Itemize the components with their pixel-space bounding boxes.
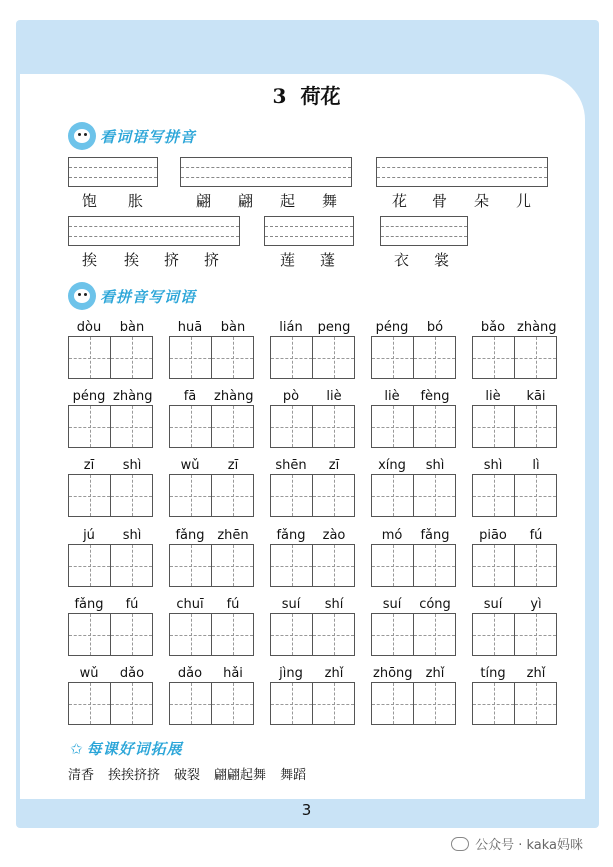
word-character: 裳 bbox=[434, 251, 450, 269]
pinyin-label: zhǐ bbox=[526, 666, 546, 681]
good-word: 舞蹈 bbox=[280, 768, 307, 783]
pinyin-label: bàn bbox=[119, 320, 145, 335]
word-character: 挨 bbox=[82, 251, 98, 269]
pinyin-label: shì bbox=[483, 458, 503, 473]
star-icon: ✩ bbox=[70, 739, 83, 758]
good-words-list bbox=[68, 764, 320, 783]
word-character: 起 bbox=[280, 192, 296, 210]
pinyin-label: huā bbox=[177, 320, 203, 335]
character-grid-cell[interactable] bbox=[514, 682, 557, 725]
pinyin-label: fǎng bbox=[74, 597, 104, 612]
section-title: 看拼音写词语 bbox=[100, 287, 197, 306]
pinyin-answer-box[interactable] bbox=[180, 157, 352, 187]
word-character: 挤 bbox=[164, 251, 180, 269]
pinyin-label: fǎng bbox=[175, 528, 205, 543]
pinyin-label: bó bbox=[426, 320, 444, 335]
watermark-text: 公众号 · kaka妈咪 bbox=[475, 838, 583, 853]
character-grid-cell[interactable] bbox=[514, 405, 557, 448]
pinyin-label: shì bbox=[122, 458, 142, 473]
character-grid-cell[interactable] bbox=[68, 682, 111, 725]
pinyin-label: bǎo bbox=[480, 320, 506, 335]
character-grid-cell[interactable] bbox=[169, 682, 212, 725]
character-grid-cell[interactable] bbox=[270, 405, 313, 448]
word-character: 挤 bbox=[204, 251, 220, 269]
character-grid-cell[interactable] bbox=[110, 682, 153, 725]
pinyin-label: suí bbox=[382, 597, 402, 612]
pinyin-label: lì bbox=[532, 458, 540, 473]
watermark bbox=[451, 834, 583, 853]
character-grid-cell[interactable] bbox=[413, 474, 456, 517]
pinyin-answer-box[interactable] bbox=[68, 216, 240, 246]
pinyin-label: zhǐ bbox=[425, 666, 445, 681]
pinyin-label: chuī bbox=[176, 597, 204, 612]
page-title bbox=[0, 80, 613, 109]
pinyin-label: liè bbox=[384, 389, 400, 404]
pinyin-answer-box[interactable] bbox=[68, 157, 158, 187]
pinyin-label: zhàng bbox=[113, 389, 153, 404]
pinyin-label: zhǐ bbox=[324, 666, 344, 681]
pinyin-label: hǎi bbox=[223, 666, 243, 681]
word-character: 骨 bbox=[432, 192, 448, 210]
word-character: 衣 bbox=[394, 251, 410, 269]
character-grid-cell[interactable] bbox=[211, 336, 254, 379]
character-grid-cell[interactable] bbox=[270, 474, 313, 517]
pinyin-label: jìng bbox=[279, 666, 303, 681]
pinyin-label: zī bbox=[328, 458, 340, 473]
wechat-icon bbox=[451, 837, 469, 851]
pinyin-label: zhàng bbox=[517, 320, 557, 335]
pinyin-label: shēn bbox=[275, 458, 307, 473]
pinyin-label: liè bbox=[485, 389, 501, 404]
pinyin-label: fú bbox=[529, 528, 543, 543]
pinyin-label: pò bbox=[282, 389, 300, 404]
character-grid-cell[interactable] bbox=[472, 682, 515, 725]
character-grid-cell[interactable] bbox=[211, 613, 254, 656]
pinyin-label: dǎo bbox=[177, 666, 203, 681]
character-grid-cell[interactable] bbox=[312, 336, 355, 379]
character-grid-cell[interactable] bbox=[110, 544, 153, 587]
character-grid-cell[interactable] bbox=[270, 613, 313, 656]
character-grid-cell[interactable] bbox=[312, 682, 355, 725]
character-grid-cell[interactable] bbox=[371, 613, 414, 656]
pinyin-label: shì bbox=[122, 528, 142, 543]
pinyin-answer-box[interactable] bbox=[264, 216, 354, 246]
character-grid-cell[interactable] bbox=[514, 474, 557, 517]
character-grid-cell[interactable] bbox=[472, 405, 515, 448]
character-grid-cell[interactable] bbox=[68, 544, 111, 587]
section-title: 每课好词拓展 bbox=[86, 740, 183, 758]
pinyin-label: péng bbox=[375, 320, 409, 335]
character-grid-cell[interactable] bbox=[514, 336, 557, 379]
character-grid-cell[interactable] bbox=[68, 613, 111, 656]
word-character: 挨 bbox=[124, 251, 140, 269]
character-grid-cell[interactable] bbox=[472, 336, 515, 379]
character-grid-cell[interactable] bbox=[68, 474, 111, 517]
character-grid-cell[interactable] bbox=[371, 682, 414, 725]
character-grid-cell[interactable] bbox=[371, 474, 414, 517]
pinyin-label: fā bbox=[183, 389, 197, 404]
character-grid-cell[interactable] bbox=[270, 336, 313, 379]
pinyin-label: zī bbox=[227, 458, 239, 473]
pinyin-label: zhēn bbox=[217, 528, 249, 543]
pinyin-label: xíng bbox=[378, 458, 406, 473]
pinyin-label: kāi bbox=[526, 389, 546, 404]
pinyin-label: liè bbox=[326, 389, 342, 404]
pinyin-label: péng bbox=[72, 389, 106, 404]
character-grid-cell[interactable] bbox=[68, 336, 111, 379]
page-number: 3 bbox=[301, 801, 312, 819]
character-grid-cell[interactable] bbox=[371, 544, 414, 587]
pinyin-label: zhàng bbox=[214, 389, 254, 404]
pinyin-label: shí bbox=[324, 597, 344, 612]
pinyin-label: dòu bbox=[76, 320, 102, 335]
character-grid-cell[interactable] bbox=[110, 336, 153, 379]
character-grid-cell[interactable] bbox=[169, 336, 212, 379]
character-grid-cell[interactable] bbox=[68, 405, 111, 448]
character-grid-cell[interactable] bbox=[514, 613, 557, 656]
character-grid-cell[interactable] bbox=[371, 405, 414, 448]
pinyin-label: fèng bbox=[420, 389, 450, 404]
pinyin-label: zhōng bbox=[373, 666, 413, 681]
word-character: 朵 bbox=[474, 192, 490, 210]
word-character: 蓬 bbox=[320, 251, 336, 269]
word-character: 莲 bbox=[280, 251, 296, 269]
character-grid-cell[interactable] bbox=[211, 474, 254, 517]
pinyin-label: dǎo bbox=[119, 666, 145, 681]
word-character: 饱 bbox=[82, 192, 98, 210]
pinyin-answer-box[interactable] bbox=[380, 216, 468, 246]
character-grid-cell[interactable] bbox=[413, 613, 456, 656]
character-grid-cell[interactable] bbox=[270, 682, 313, 725]
character-grid-cell[interactable] bbox=[169, 474, 212, 517]
pinyin-label: zào bbox=[322, 528, 346, 543]
good-word: 挨挨挤挤 bbox=[108, 768, 161, 783]
lesson-number: 3 bbox=[272, 84, 287, 108]
lesson-title: 荷花 bbox=[300, 84, 341, 108]
panda-mascot-icon bbox=[68, 282, 96, 310]
character-grid-cell[interactable] bbox=[413, 405, 456, 448]
word-character: 舞 bbox=[322, 192, 338, 210]
character-grid-cell[interactable] bbox=[413, 336, 456, 379]
character-grid-cell[interactable] bbox=[472, 474, 515, 517]
pinyin-label: zī bbox=[83, 458, 95, 473]
character-grid-cell[interactable] bbox=[211, 682, 254, 725]
pinyin-label: mó bbox=[381, 528, 403, 543]
pinyin-label: cóng bbox=[419, 597, 451, 612]
character-grid-cell[interactable] bbox=[211, 544, 254, 587]
section-header-good-words bbox=[70, 738, 183, 759]
character-grid-cell[interactable] bbox=[169, 405, 212, 448]
character-grid-cell[interactable] bbox=[472, 613, 515, 656]
character-grid-cell[interactable] bbox=[169, 544, 212, 587]
character-grid-cell[interactable] bbox=[413, 544, 456, 587]
pinyin-label: tíng bbox=[480, 666, 506, 681]
pinyin-label: fǎng bbox=[276, 528, 306, 543]
character-grid-cell[interactable] bbox=[312, 405, 355, 448]
pinyin-label: piāo bbox=[479, 528, 507, 543]
section-title: 看词语写拼音 bbox=[100, 127, 197, 146]
pinyin-label: peng bbox=[317, 320, 351, 335]
pinyin-label: wǔ bbox=[180, 458, 200, 473]
character-grid-cell[interactable] bbox=[312, 544, 355, 587]
word-character: 翩 bbox=[238, 192, 254, 210]
character-grid-cell[interactable] bbox=[472, 544, 515, 587]
pinyin-label: lián bbox=[279, 320, 303, 335]
character-grid-cell[interactable] bbox=[110, 405, 153, 448]
pinyin-label: fú bbox=[125, 597, 139, 612]
character-grid-cell[interactable] bbox=[312, 613, 355, 656]
pinyin-label: shì bbox=[425, 458, 445, 473]
good-word: 清香 bbox=[68, 768, 95, 783]
character-grid-cell[interactable] bbox=[110, 613, 153, 656]
word-character: 翩 bbox=[196, 192, 212, 210]
pinyin-label: fǎng bbox=[420, 528, 450, 543]
pinyin-label: wǔ bbox=[79, 666, 99, 681]
character-grid-cell[interactable] bbox=[169, 613, 212, 656]
pinyin-label: bàn bbox=[220, 320, 246, 335]
character-grid-cell[interactable] bbox=[110, 474, 153, 517]
character-grid-cell[interactable] bbox=[211, 405, 254, 448]
section-header-read-words bbox=[68, 122, 196, 150]
panda-mascot-icon bbox=[68, 122, 96, 150]
good-word: 破裂 bbox=[174, 768, 201, 783]
pinyin-label: yì bbox=[530, 597, 542, 612]
pinyin-label: jú bbox=[83, 528, 95, 543]
character-grid-cell[interactable] bbox=[312, 474, 355, 517]
pinyin-label: suí bbox=[281, 597, 301, 612]
pinyin-answer-box[interactable] bbox=[376, 157, 548, 187]
word-character: 花 bbox=[392, 192, 408, 210]
good-word: 翩翩起舞 bbox=[214, 768, 267, 783]
word-character: 胀 bbox=[128, 192, 144, 210]
word-character: 儿 bbox=[516, 192, 532, 210]
character-grid-cell[interactable] bbox=[270, 544, 313, 587]
pinyin-label: fú bbox=[226, 597, 240, 612]
character-grid-cell[interactable] bbox=[413, 682, 456, 725]
character-grid-cell[interactable] bbox=[514, 544, 557, 587]
character-grid-cell[interactable] bbox=[371, 336, 414, 379]
section-header-write-words bbox=[68, 282, 196, 310]
pinyin-label: suí bbox=[483, 597, 503, 612]
